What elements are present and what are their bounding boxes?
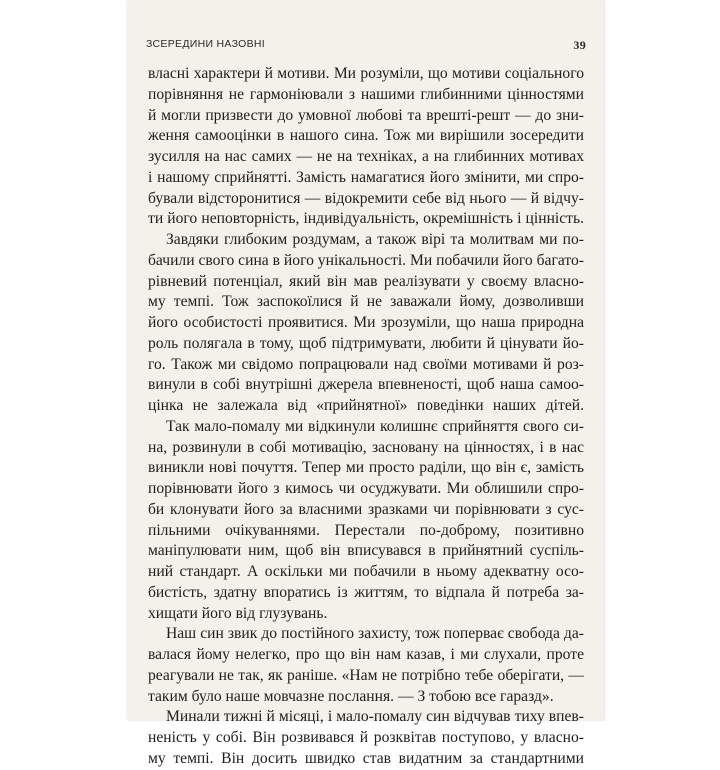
text-line: винули в собі внутрішні джерела впевненості, щоб наша самоо-: [148, 376, 584, 394]
text-line: ження самооцінки в нашого сина. Тож ми вирішили зосередити: [148, 127, 584, 145]
text-line: бували відсторонитися — відокремити себе від нього — й відчу-: [148, 189, 584, 207]
text-line: валася йому нелегко, про що він нам казав, і ми слухали, проте: [148, 646, 584, 663]
text-line: му темпі. Він досить швидко став видатним за стандартними: [148, 749, 584, 767]
text-line: му темпі. Тож заспокоїлися й не заважали йому, дозволивши: [148, 293, 584, 311]
text-line: Так мало-помалу ми відкинули колишнє сприйняття свого си-: [166, 417, 584, 435]
text-line: маніпулювати ним, щоб він вписувався в прийнятний суспіль-: [148, 542, 584, 560]
body-text: [148, 64, 584, 770]
text-line: Наш син звик до постійного захисту, тож поперває свобода да-: [166, 625, 584, 643]
text-line: його особистості проявитися. Ми зрозуміли, що наша природна: [148, 314, 584, 331]
text-line: реагували не так, як раніше. «Нам не потрібно тебе оберігати, —: [148, 666, 584, 684]
text-line: ний стандарт. А оскільки ми побачили в ньому адекватну осо-: [148, 563, 584, 580]
text-line: Завдяки глибоким роздумам, а також вірі та молитвам ми по-: [166, 231, 584, 248]
page-number: 39: [573, 38, 586, 52]
text-line: ти його неповторність, індивідуальність, окремішність і цінність.: [148, 210, 584, 228]
text-line: роль полягала в тому, щоб підтримувати, любити й цінувати йо-: [148, 334, 584, 352]
running-head: [146, 38, 586, 54]
text-line: рівневий потенціал, який він мав реалізувати у своєму власно-: [148, 272, 584, 290]
text-line: неність у собі. Він розвивався й розквітав поступово, у власно-: [148, 729, 584, 746]
text-line: порівнювати його з кимось чи осуджувати. Ми облишили спро-: [148, 480, 584, 497]
text-line: таким було наше мовчазне послання. — З тобою все гаразд».: [148, 687, 554, 705]
text-line: бачили свого сина в його унікальності. Ми побачили його багато-: [148, 251, 584, 269]
text-line: Минали тижні й місяці, і мало-помалу син відчував тиху впев-: [166, 708, 584, 726]
text-line: власні характери й мотиви. Ми розуміли, що мотиви соціального: [148, 65, 584, 82]
text-line: виникли нові почуття. Тепер ми просто раділи, що він є, замість: [148, 459, 584, 477]
text-line: хищати його від глузувань.: [148, 604, 328, 622]
text-line: зусилля на нас самих — не на техніках, а на глибинних мотивах: [148, 148, 584, 165]
running-title: ЗСЕРЕДИНИ НАЗОВНІ: [146, 38, 265, 50]
text-line: цінка не залежала від «прийнятної» поведінки наших дітей.: [148, 397, 584, 414]
book-page: [128, 0, 604, 767]
text-line: бистість, здатну впоратись із життям, то відпала й потреба за-: [148, 583, 584, 601]
text-line: пільними очікуваннями. Перестали по-доброму, позитивно: [148, 521, 584, 539]
text-line: й могли призвести до умовної любові та врешті-решт — до зни-: [148, 106, 584, 124]
text-line: на, розвинули в собі мотивацію, засновану на цінностях, і в нас: [148, 438, 584, 456]
text-line: го. Також ми свідомо попрацювали над своїми мотивами й роз-: [148, 355, 584, 373]
text-line: порівняння не гармоніювали з нашими глибинними цінностями: [148, 85, 584, 103]
text-line: і нашому сприйнятті. Замість намагатися його змінити, ми спро-: [148, 168, 584, 186]
text-line: би клонувати його за власними зразками чи порівнювати з сус-: [148, 500, 584, 518]
